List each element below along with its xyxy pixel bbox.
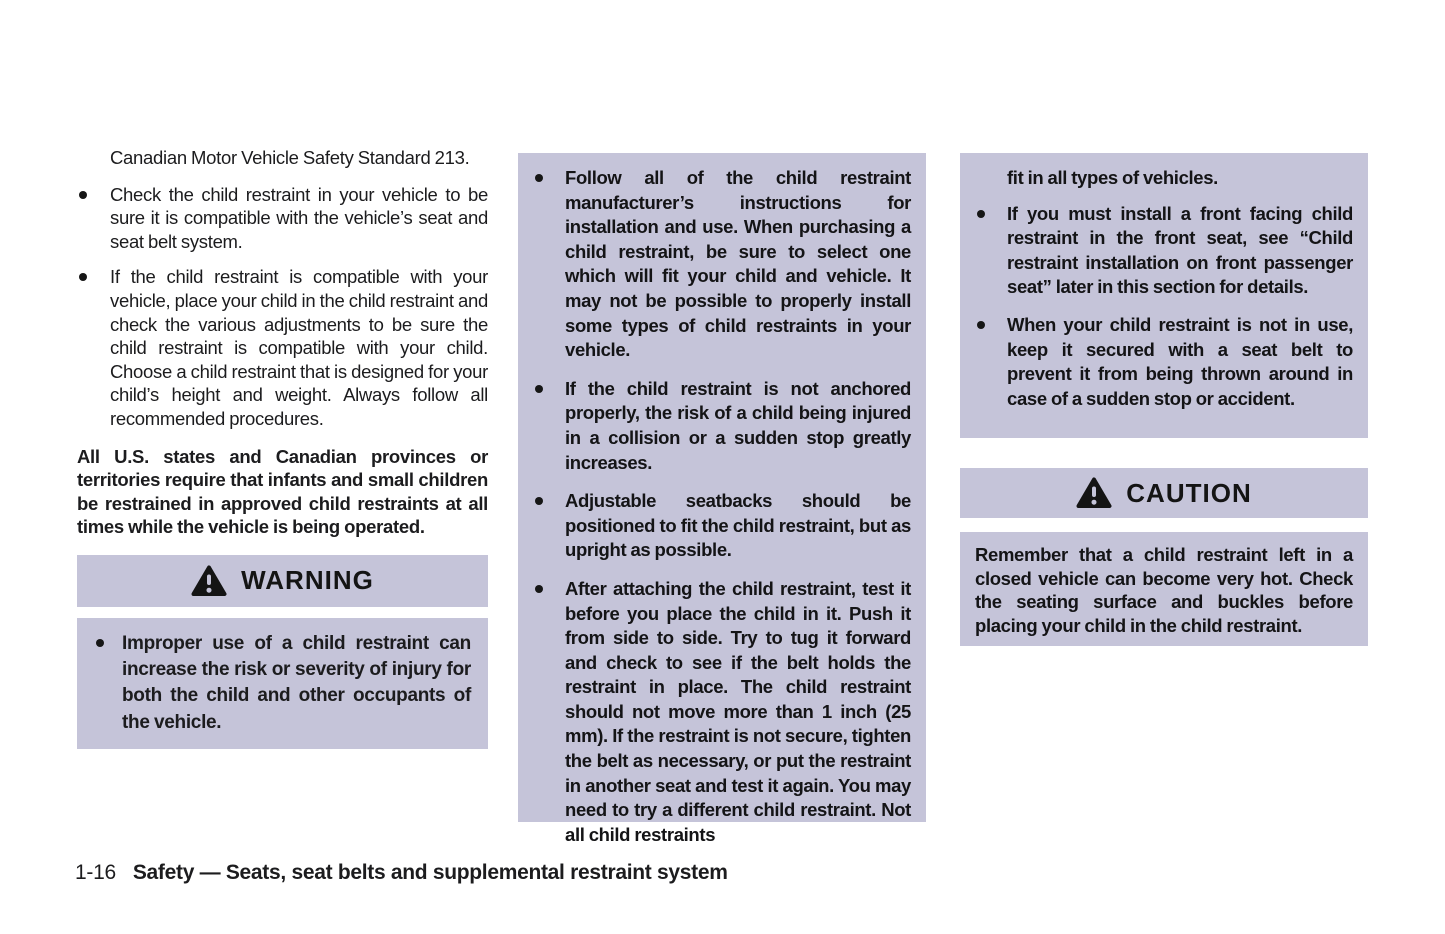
page-footer	[75, 861, 728, 885]
footer-section-title: Safety — Seats, seat belts and supplemental restraint system	[132, 861, 728, 884]
bullet-text: Follow all of the child restraint manufacturer’s instructions for installation and use. When purchasing a child restraint, be sure to select one which will fit your child and vehicle. It may not be possible to properly install some types of child restraints in your vehicle.	[565, 167, 911, 361]
middle-info-box	[518, 153, 926, 845]
warning-header	[77, 555, 488, 607]
caution-header	[960, 468, 1368, 518]
bullet-icon	[96, 639, 104, 647]
right-info-box	[960, 153, 1368, 438]
warning-triangle-icon	[191, 565, 227, 597]
bullet-icon	[535, 174, 543, 182]
page-number: 1-16	[75, 861, 116, 884]
caution-body	[960, 532, 1368, 646]
warning-body	[77, 618, 488, 749]
list-item	[533, 166, 911, 363]
bullet-text: If the child restraint is not anchored properly, the risk of a child being injured in a collision or a sudden stop greatly increases.	[565, 377, 911, 473]
bullet-icon	[79, 191, 87, 199]
warning-text: Improper use of a child restraint can increase the risk or severity of injury for both the child and other occupants of the vehicle.	[122, 632, 471, 733]
bullet-text: When your child restraint is not in use, keep it secured with a seat belt to prevent it from being thrown around in case of a sudden stop or accident.	[1007, 313, 1353, 409]
bullet-icon	[79, 273, 87, 281]
bullet-icon	[535, 585, 543, 593]
caution-title: CAUTION	[1126, 477, 1252, 508]
list-item	[533, 577, 911, 848]
bullet-text: If you must install a front facing child restraint in the front seat, see “Child restraint installation on front passenger seat” later in this section for details.	[1007, 202, 1353, 298]
caution-text: Remember that a child restraint left in a closed vehicle can become very hot. Check the seating surface and buckles before placing your child in the child restraint.	[975, 544, 1353, 636]
bullet-icon	[535, 385, 543, 393]
legal-statement: All U.S. states and Canadian provinces or territories require that infants and small children be restrained in approved child restraints at all times while the vehicle is being operated.	[77, 445, 488, 538]
list-item	[533, 377, 911, 475]
list-item	[975, 202, 1353, 300]
paragraph-continuation: Canadian Motor Vehicle Safety Standard 213.	[110, 147, 470, 168]
list-item	[77, 265, 488, 430]
bullet-text: After attaching the child restraint, test it before you place the child in it. Push it from side to side. Try to tug it forward and check to see if the belt holds the restraint in place. The child restraint should not move more than 1 inch (25 mm). If the restraint is not secure, tighten the belt as necessary, or put the restraint in another seat and test it again. You may need to try a different child restraint. Not all child restraints	[565, 577, 911, 845]
bullet-text: Adjustable seatbacks should be positioned to fit the child restraint, but as upright as possible.	[565, 490, 911, 561]
bullet-text: Check the child restraint in your vehicle to be sure it is compatible with the vehicle’s seat and seat belt system.	[110, 183, 488, 252]
warning-triangle-icon	[1076, 477, 1112, 509]
bullet-text: If the child restraint is compatible with your vehicle, place your child in the child restraint and check the various adjustments to be sure the child restraint is compatible with your child. Choose a child restraint that is designed for your child’s height and weight. Always follow all recommended procedures.	[110, 266, 488, 429]
list-item	[77, 183, 488, 254]
left-column	[77, 146, 488, 749]
paragraph-continuation: fit in all types of vehicles.	[1007, 167, 1218, 188]
list-item	[533, 489, 911, 563]
bullet-icon	[977, 210, 985, 218]
warning-title: WARNING	[241, 565, 374, 596]
bullet-icon	[535, 497, 543, 505]
bullet-icon	[977, 321, 985, 329]
list-item	[975, 313, 1353, 411]
list-item	[94, 631, 471, 736]
